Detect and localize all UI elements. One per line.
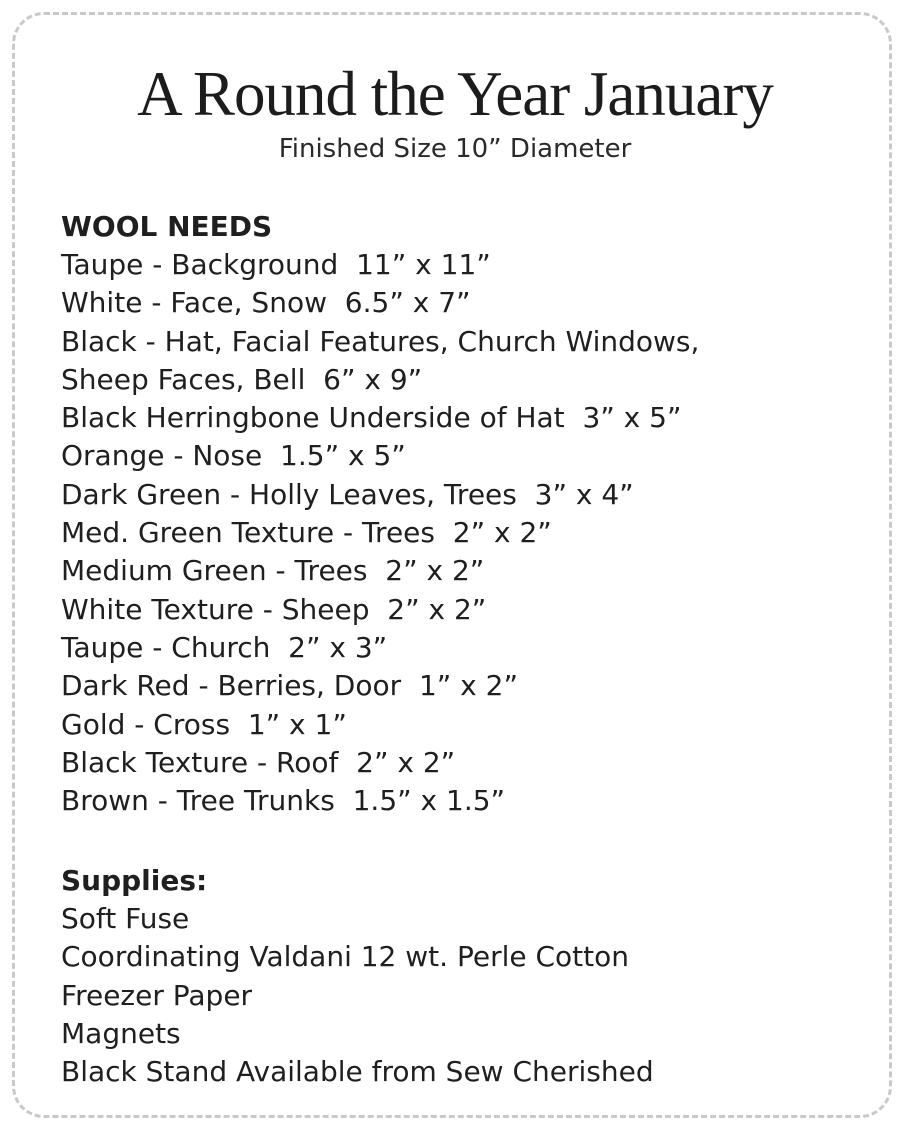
supplies-section — [61, 862, 654, 1091]
wool-needs-heading: WOOL NEEDS — [61, 210, 273, 243]
supply-item: Freezer Paper — [61, 978, 253, 1012]
wool-item: Sheep Faces, Bell 6” x 9” — [61, 362, 423, 396]
supply-item: Soft Fuse — [61, 902, 190, 935]
wool-needs-list — [61, 246, 699, 820]
wool-item: Dark Red - Berries, Door 1” x 2” — [61, 669, 518, 703]
wool-item: Orange - Nose 1.5” x 5” — [61, 439, 406, 473]
finished-size: Finished Size 10” Diameter — [278, 134, 632, 164]
wool-item: Dark Green - Holly Leaves, Trees 3” x 4” — [61, 477, 634, 511]
wool-item: Medium Green - Trees 2” x 2” — [61, 554, 485, 588]
wool-item: Brown - Tree Trunks 1.5” x 1.5” — [61, 784, 506, 818]
wool-item: Black Texture - Roof 2” x 2” — [61, 745, 456, 779]
supply-item: Magnets — [61, 1016, 181, 1050]
supplies-list — [61, 900, 654, 1091]
wool-item: Black Herringbone Underside of Hat 3” x 5” — [61, 401, 682, 435]
wool-item: Taupe - Background 11” x 11” — [61, 248, 491, 281]
wool-needs-section — [61, 208, 699, 820]
wool-item: Med. Green Texture - Trees 2” x 2” — [61, 516, 552, 550]
supply-item: Coordinating Valdani 12 wt. Perle Cotton — [61, 940, 629, 974]
page-title: A Round the Year January — [137, 59, 773, 129]
wool-item: Taupe - Church 2” x 3” — [61, 630, 388, 664]
supply-item: Black Stand Available from Sew Cherished — [61, 1055, 654, 1089]
wool-item: Gold - Cross 1” x 1” — [61, 707, 347, 741]
wool-item: Black - Hat, Facial Features, Church Windows, — [61, 324, 700, 358]
wool-item: White Texture - Sheep 2” x 2” — [61, 592, 487, 626]
supplies-heading: Supplies: — [61, 864, 208, 897]
wool-item: White - Face, Snow 6.5” x 7” — [61, 286, 471, 320]
